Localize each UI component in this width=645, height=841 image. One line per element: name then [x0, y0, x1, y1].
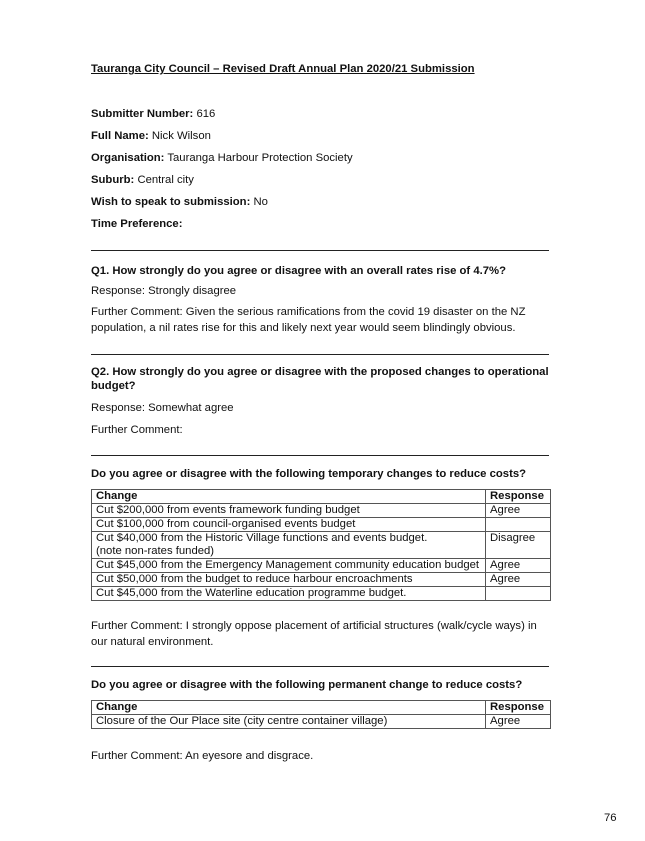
full-name-label: Full Name:	[91, 130, 149, 142]
response-cell: Agree	[486, 559, 551, 573]
change-cell: Cut $45,000 from the Waterline education programme budget.	[92, 587, 486, 601]
wish-to-speak-label: Wish to speak to submission:	[91, 196, 251, 208]
organisation-field	[91, 152, 353, 164]
q2-question: Q2. How strongly do you agree or disagree with the proposed changes to operational budget?	[91, 366, 549, 392]
time-preference-label: Time Preference:	[91, 218, 183, 230]
q1-response: Response: Strongly disagree	[91, 285, 237, 297]
full-name-value: Nick Wilson	[151, 130, 211, 142]
change-cell: Cut $45,000 from the Emergency Management community education budget	[92, 559, 486, 573]
divider	[91, 250, 549, 251]
time-preference-field	[91, 218, 182, 230]
response-cell: Disagree	[486, 532, 551, 559]
table-row	[92, 559, 551, 573]
change-cell: Closure of the Our Place site (city centre container village)	[92, 715, 486, 729]
q1-question: Q1. How strongly do you agree or disagree with an overall rates rise of 4.7%?	[91, 265, 506, 277]
change-note: (note non-rates funded)	[96, 545, 215, 557]
temporary-changes-comment: Further Comment: I strongly oppose placement of artificial structures (walk/cycle ways) in our natural environment.	[91, 620, 537, 648]
q2-comment: Further Comment:	[91, 424, 183, 436]
table-header-row	[92, 701, 551, 715]
change-cell	[92, 532, 486, 559]
table-row	[92, 715, 551, 729]
response-cell	[486, 518, 551, 532]
suburb-field	[91, 174, 194, 186]
document-title: Tauranga City Council – Revised Draft Annual Plan 2020/21 Submission	[91, 63, 475, 75]
change-cell: Cut $200,000 from events framework funding budget	[92, 504, 486, 518]
page-number: 76	[604, 812, 617, 824]
submitter-number-label: Submitter Number:	[91, 108, 194, 120]
organisation-label: Organisation:	[91, 152, 165, 164]
table-row	[92, 573, 551, 587]
change-cell: Cut $50,000 from the budget to reduce harbour encroachments	[92, 573, 486, 587]
permanent-change-comment: Further Comment: An eyesore and disgrace.	[91, 750, 314, 762]
column-header-response: Response	[486, 701, 551, 715]
q2-response: Response: Somewhat agree	[91, 402, 234, 414]
table-row	[92, 587, 551, 601]
column-header-response: Response	[486, 490, 551, 504]
permanent-change-heading: Do you agree or disagree with the following permanent change to reduce costs?	[91, 679, 523, 691]
submitter-number-field	[91, 108, 215, 120]
suburb-label: Suburb:	[91, 174, 135, 186]
divider	[91, 666, 549, 667]
response-cell: Agree	[486, 573, 551, 587]
column-header-change: Change	[92, 701, 486, 715]
response-cell: Agree	[486, 504, 551, 518]
change-cell: Cut $100,000 from council-organised events budget	[92, 518, 486, 532]
full-name-field	[91, 130, 211, 142]
table-header-row	[92, 490, 551, 504]
organisation-value: Tauranga Harbour Protection Society	[167, 152, 353, 164]
table-row	[92, 532, 551, 559]
response-cell: Agree	[486, 715, 551, 729]
divider	[91, 354, 549, 355]
q1-comment: Further Comment: Given the serious ramifications from the covid 19 disaster on the NZ population, a nil rates rise for this and likely next year would seem blindingly obvious.	[91, 306, 526, 334]
wish-to-speak-field	[91, 196, 268, 208]
temporary-changes-table	[91, 489, 551, 601]
change-text: Cut $40,000 from the Historic Village functions and events budget.	[96, 532, 428, 544]
suburb-value: Central city	[137, 174, 194, 186]
divider	[91, 455, 549, 456]
column-header-change: Change	[92, 490, 486, 504]
table-row	[92, 504, 551, 518]
response-cell	[486, 587, 551, 601]
temporary-changes-heading: Do you agree or disagree with the following temporary changes to reduce costs?	[91, 468, 527, 480]
submitter-number-value: 616	[196, 108, 216, 120]
table-row	[92, 518, 551, 532]
permanent-change-table	[91, 700, 551, 729]
wish-to-speak-value: No	[253, 196, 268, 208]
